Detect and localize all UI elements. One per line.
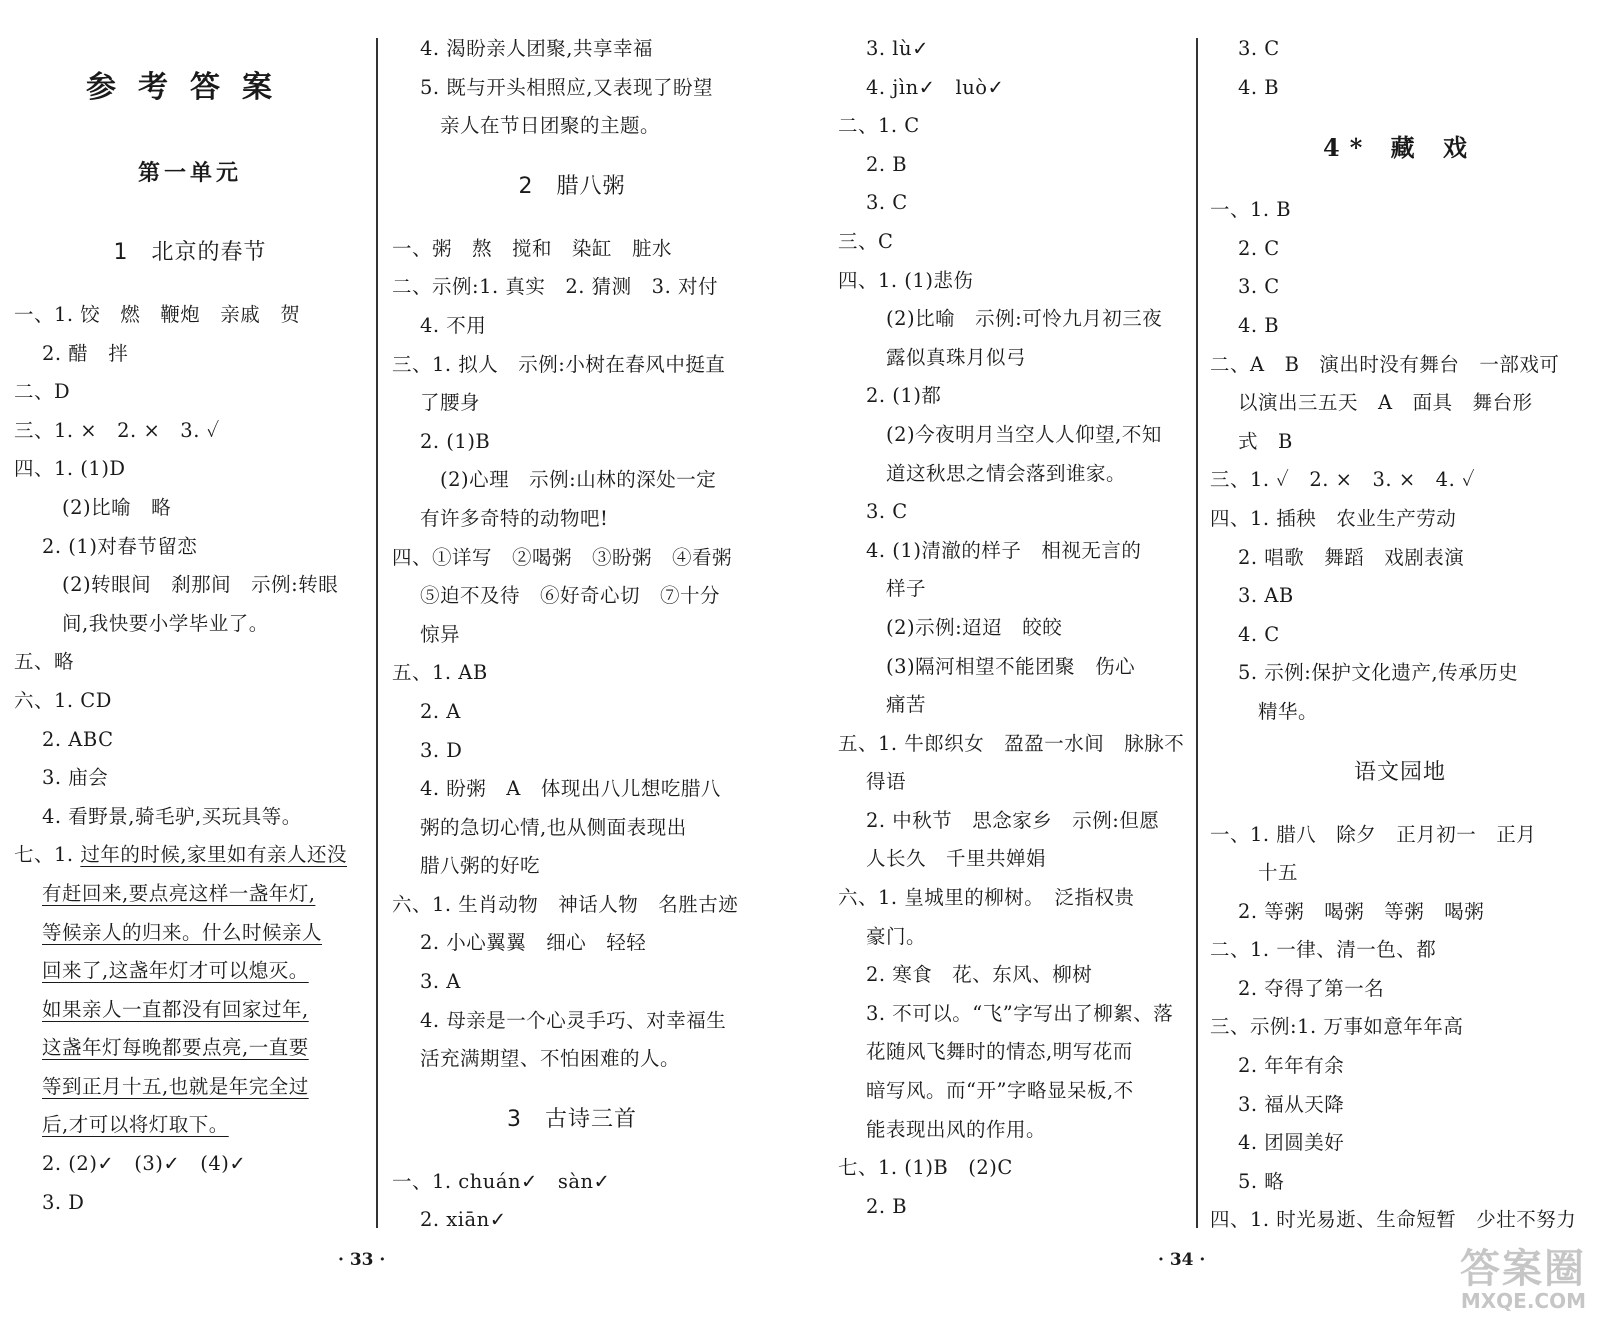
answer-line: 二、1. 一律、清一色、都 (1210, 938, 1437, 962)
answer-line: 惊异 (420, 622, 461, 646)
answer-line: 四、1. 插秧 农业生产劳动 (1210, 506, 1457, 530)
answer-line: 4. 渴盼亲人团聚,共享幸福 (420, 37, 654, 60)
answer-line: 人长久 千里共婵娟 (866, 847, 1047, 871)
answer-line: 样子 (886, 577, 927, 601)
answer-line: 三、1. × 2. × 3. ✓ (14, 418, 220, 442)
answer-line: (2)今夜明月当空人人仰望,不知 (886, 422, 1162, 446)
answer-line: 有许多奇特的动物吧! (420, 506, 609, 530)
answer-line: 精华。 (1258, 699, 1319, 723)
answer-line: 得语 (866, 770, 907, 794)
answer-line: 四、1. (1)悲伤 (838, 268, 974, 292)
answer-line: 三、1. 拟人 示例:小树在春风中挺直 (392, 352, 726, 376)
answer-line: 一、粥 熬 搅和 染缸 脏水 (392, 236, 673, 260)
answer-line: 2. 等粥 喝粥 等粥 喝粥 (1238, 899, 1485, 923)
answer-line: 豪门。 (866, 924, 927, 948)
answer-line: 十五 (1258, 861, 1299, 885)
answer-line: 3. AB (1238, 584, 1294, 608)
answer-line (14, 836, 366, 875)
answer-line: 5. 既与开头相照应,又表现了盼望 (420, 75, 714, 99)
answer-line: 2. 夺得了第一名 (1238, 976, 1385, 1000)
answer-line: 2. (1)都 (866, 384, 942, 408)
column-4 (1210, 30, 1590, 1240)
underlined-answer: 这盏年灯每晚都要点亮,一直要 (42, 1036, 309, 1060)
answer-line: 二、A B 演出时没有舞台 一部戏可 (1210, 352, 1560, 376)
lesson-title: 2 腊八粥 (518, 173, 626, 199)
column-divider (376, 38, 378, 1228)
lesson-title: 1 北京的春节 (113, 240, 267, 265)
answer-line: 2. 中秋节 思念家乡 示例:但愿 (866, 808, 1160, 832)
answer-line: 六、1. 皇城里的柳树。 泛指权贵 (838, 886, 1135, 910)
answer-line: ⑤迫不及待 ⑥好奇心切 ⑦十分 (420, 584, 721, 608)
answer-line (14, 1106, 366, 1145)
answer-line: 2. 小心翼翼 细心 轻轻 (420, 931, 647, 955)
column-3 (838, 30, 1190, 1226)
underlined-answer: 后,才可以将灯取下。 (42, 1113, 229, 1137)
answer-line: 4. jìn✓ luò✓ (866, 75, 1005, 99)
page-number-right: · 34 · (1158, 1250, 1206, 1270)
watermark-logo (1436, 1248, 1586, 1318)
answer-line: 能表现出风的作用。 (866, 1117, 1047, 1141)
answer-line: 痛苦 (886, 693, 927, 717)
answer-line: 三、C (838, 229, 894, 253)
answer-line: 粥的急切心情,也从侧面表现出 (420, 815, 687, 839)
answer-line: 2. A (420, 699, 461, 723)
answer-line: 3. 不可以。“飞”字写出了柳絮、落 (866, 1001, 1174, 1025)
answer-line: 3. 福从天降 (1238, 1092, 1345, 1116)
answer-line: 4. 看野景,骑毛驴,买玩具等。 (42, 804, 302, 828)
answer-line: (2)转眼间 刹那间 示例:转眼 (62, 573, 339, 597)
answer-line: 4. (1)清澈的样子 相视无言的 (866, 538, 1142, 562)
answer-line: (3)隔河相望不能团聚 伤心 (886, 654, 1136, 678)
column-1 (14, 0, 366, 1222)
answer-line: 3. D (420, 738, 463, 762)
answer-line: 4. 不用 (420, 313, 487, 337)
answer-line: 一、1. 腊八 除夕 正月初一 正月 (1210, 822, 1537, 846)
answer-line: 了腰身 (420, 391, 481, 415)
answer-line (14, 952, 366, 991)
answer-line: 4. B (1238, 75, 1280, 99)
lesson-title: 3 古诗三首 (507, 1106, 637, 1132)
watermark-cn: 答案圈 (1460, 1246, 1586, 1292)
lesson-title: 语文园地 (1353, 759, 1446, 785)
answer-line: 2. (1)对春节留恋 (42, 534, 198, 558)
answer-line (14, 991, 366, 1030)
answer-line: 3. D (42, 1190, 85, 1214)
answer-line: 三、1. ✓ 2. × 3. × 4. ✓ (1210, 468, 1476, 492)
answer-line (14, 875, 366, 914)
answer-line: 3. C (866, 191, 908, 215)
underlined-answer: 有赶回来,要点亮这样一盏年灯, (42, 881, 316, 905)
answer-line: 3. C (1238, 275, 1280, 299)
answer-line: 2. 醋 拌 (42, 341, 129, 365)
underlined-answer: 回来了,这盏年灯才可以熄灭。 (42, 959, 309, 983)
answer-line: 二、示例:1. 真实 2. 猜测 3. 对付 (392, 275, 718, 299)
answer-line: 四、1. 时光易逝、生命短暂 少壮不努力 (1210, 1208, 1577, 1232)
answer-line: 2. (2)✓ (3)✓ (4)✓ (42, 1152, 247, 1176)
answer-line: (2)比喻 略 (62, 495, 172, 519)
answer-line: 2. xiān✓ (420, 1208, 507, 1232)
answer-line: 二、1. C (838, 114, 920, 138)
answer-line: 五、1. AB (392, 661, 488, 685)
answer-line: 3. C (1238, 37, 1280, 60)
answer-line: 2. ABC (42, 727, 114, 751)
answer-line: (2)示例:迢迢 皎皎 (886, 615, 1063, 639)
column-divider (1196, 38, 1198, 1228)
answer-line: 4. 团圆美好 (1238, 1131, 1345, 1155)
answer-line: 4. C (1238, 622, 1280, 646)
answer-line: 活充满期望、不怕困难的人。 (420, 1047, 681, 1071)
answer-line: 3. 庙会 (42, 766, 109, 790)
answer-line: 以演出三五天 A 面具 舞台形 (1238, 391, 1533, 415)
answer-line: 2. C (1238, 236, 1280, 260)
underlined-answer: 等候亲人的归来。什么时候亲人 (42, 920, 323, 944)
answer-line: 五、1. 牛郎织女 盈盈一水间 脉脉不 (838, 731, 1185, 755)
answer-line: 四、①详写 ②喝粥 ③盼粥 ④看粥 (392, 545, 733, 569)
answer-line: (2)心理 示例:山林的深处一定 (440, 468, 717, 492)
answer-line: 道这秋思之情会落到谁家。 (886, 461, 1127, 485)
page-title: 参考答案 (86, 70, 294, 105)
column-2 (392, 30, 752, 1240)
answer-line (14, 914, 366, 953)
answer-line: 2. B (866, 152, 908, 176)
answer-line: 2. 年年有余 (1238, 1054, 1345, 1078)
underlined-answer: 等到正月十五,也就是年完全过 (42, 1074, 309, 1098)
question-number: 七、1. (14, 843, 81, 867)
answer-line: 2. B (866, 1194, 908, 1218)
unit-title: 第一单元 (137, 160, 242, 186)
answer-line: 5. 略 (1238, 1169, 1285, 1193)
answer-line: 2. (1)B (420, 429, 491, 453)
answer-line: 亲人在节日团聚的主题。 (440, 114, 661, 138)
answer-line: 4. 母亲是一个心灵手巧、对幸福生 (420, 1008, 727, 1032)
answer-line: 花随风飞舞时的情态,明写花而 (866, 1040, 1133, 1064)
answer-line: 4. 盼粥 A 体现出八儿想吃腊八 (420, 777, 721, 801)
answer-line: 五、略 (14, 650, 75, 674)
answer-line: 露似真珠月似弓 (886, 345, 1027, 369)
answer-line: 2. 寒食 花、东风、柳树 (866, 963, 1093, 987)
answer-line: (2)比喻 示例:可怜九月初三夜 (886, 307, 1163, 331)
answer-line: 四、1. (1)D (14, 457, 126, 481)
answer-line: 六、1. CD (14, 688, 112, 712)
answer-line: 3. A (420, 970, 461, 994)
answer-line: 腊八粥的好吃 (420, 854, 541, 878)
answer-line (14, 1029, 366, 1068)
answer-line: 三、示例:1. 万事如意年年高 (1210, 1015, 1464, 1039)
answer-line: 七、1. (1)B (2)C (838, 1156, 1013, 1180)
answer-line: 六、1. 生肖动物 神话人物 名胜古迹 (392, 892, 739, 916)
answer-line: 一、1. chuán✓ sàn✓ (392, 1169, 611, 1193)
answer-line: 3. C (866, 500, 908, 524)
answer-line: 间,我快要小学毕业了。 (62, 611, 269, 635)
answer-line: 一、1. 饺 燃 鞭炮 亲戚 贺 (14, 303, 301, 326)
page-number-left: · 33 · (338, 1250, 386, 1270)
answer-line: 5. 示例:保护文化遗产,传承历史 (1238, 661, 1519, 685)
answer-line: 二、D (14, 380, 71, 404)
underlined-answer: 如果亲人一直都没有回家过年, (42, 997, 309, 1021)
underlined-answer: 过年的时候,家里如有亲人还没 (80, 843, 348, 867)
answer-line: 暗写风。而“开”字略显呆板,不 (866, 1079, 1134, 1103)
answer-line: 3. lù✓ (866, 37, 929, 60)
answer-line: 2. 唱歌 舞蹈 戏剧表演 (1238, 545, 1465, 569)
answer-line: 一、1. B (1210, 198, 1292, 222)
answer-line (14, 1068, 366, 1107)
watermark-en: MXQE.COM (1460, 1289, 1586, 1313)
answer-line: 式 B (1238, 429, 1293, 453)
answer-line: 4. B (1238, 313, 1280, 337)
lesson-title: 4* 藏 戏 (1323, 133, 1477, 163)
